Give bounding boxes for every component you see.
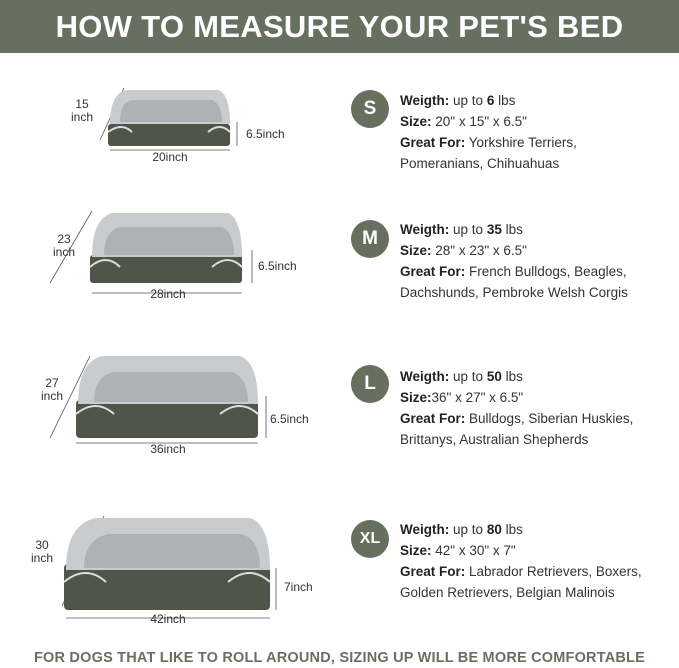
size-info-s: Weigth: up to 6 lbs Size: 20" x 15" x 6.5" Great For: Yorkshire Terriers, Pomeranians, Chihuahuas — [400, 93, 577, 171]
size-badge-l: L — [351, 365, 389, 403]
depth-label-xl: 30 inch — [30, 538, 53, 565]
depth-label-m: 23 inch — [52, 232, 75, 259]
size-info-m: Weigth: up to 35 lbs Size: 28" x 23" x 6.5" Great For: French Bulldogs, Beagles, Dachshunds, Pembroke Welsh Corgis — [400, 222, 628, 300]
depth-label-l: 27 inch — [40, 376, 63, 403]
height-label-m: 6.5inch — [258, 259, 297, 273]
width-label-s: 20inch — [152, 150, 188, 164]
size-info-xl: Weigth: up to 80 lbs Size: 42" x 30" x 7" Great For: Labrador Retrievers, Boxers, Golden Retrievers, Belgian Malinois — [400, 522, 642, 600]
bed-illustration-l — [40, 348, 270, 448]
footer-note: FOR DOGS THAT LIKE TO ROLL AROUND, SIZING UP WILL BE MORE COMFORTABLE — [34, 650, 645, 666]
size-info-l: Weigth: up to 50 lbs Size:36" x 27" x 6.5" Great For: Bulldogs, Siberian Huskies, Brittanys, Australian Shepherds — [400, 369, 634, 447]
width-label-m: 28inch — [150, 287, 186, 301]
height-label-xl: 7inch — [284, 580, 313, 594]
width-label-l: 36inch — [150, 442, 186, 456]
depth-label-s: 15 inch — [70, 97, 93, 124]
width-label-xl: 42inch — [150, 612, 186, 626]
size-badge-s: S — [351, 90, 389, 128]
header-banner — [0, 0, 679, 53]
size-badge-m: M — [351, 220, 389, 258]
height-label-l: 6.5inch — [270, 412, 309, 426]
size-badge-xl: XL — [351, 520, 389, 558]
page-title: HOW TO MEASURE YOUR PET'S BED — [55, 8, 624, 44]
height-label-s: 6.5inch — [246, 127, 285, 141]
